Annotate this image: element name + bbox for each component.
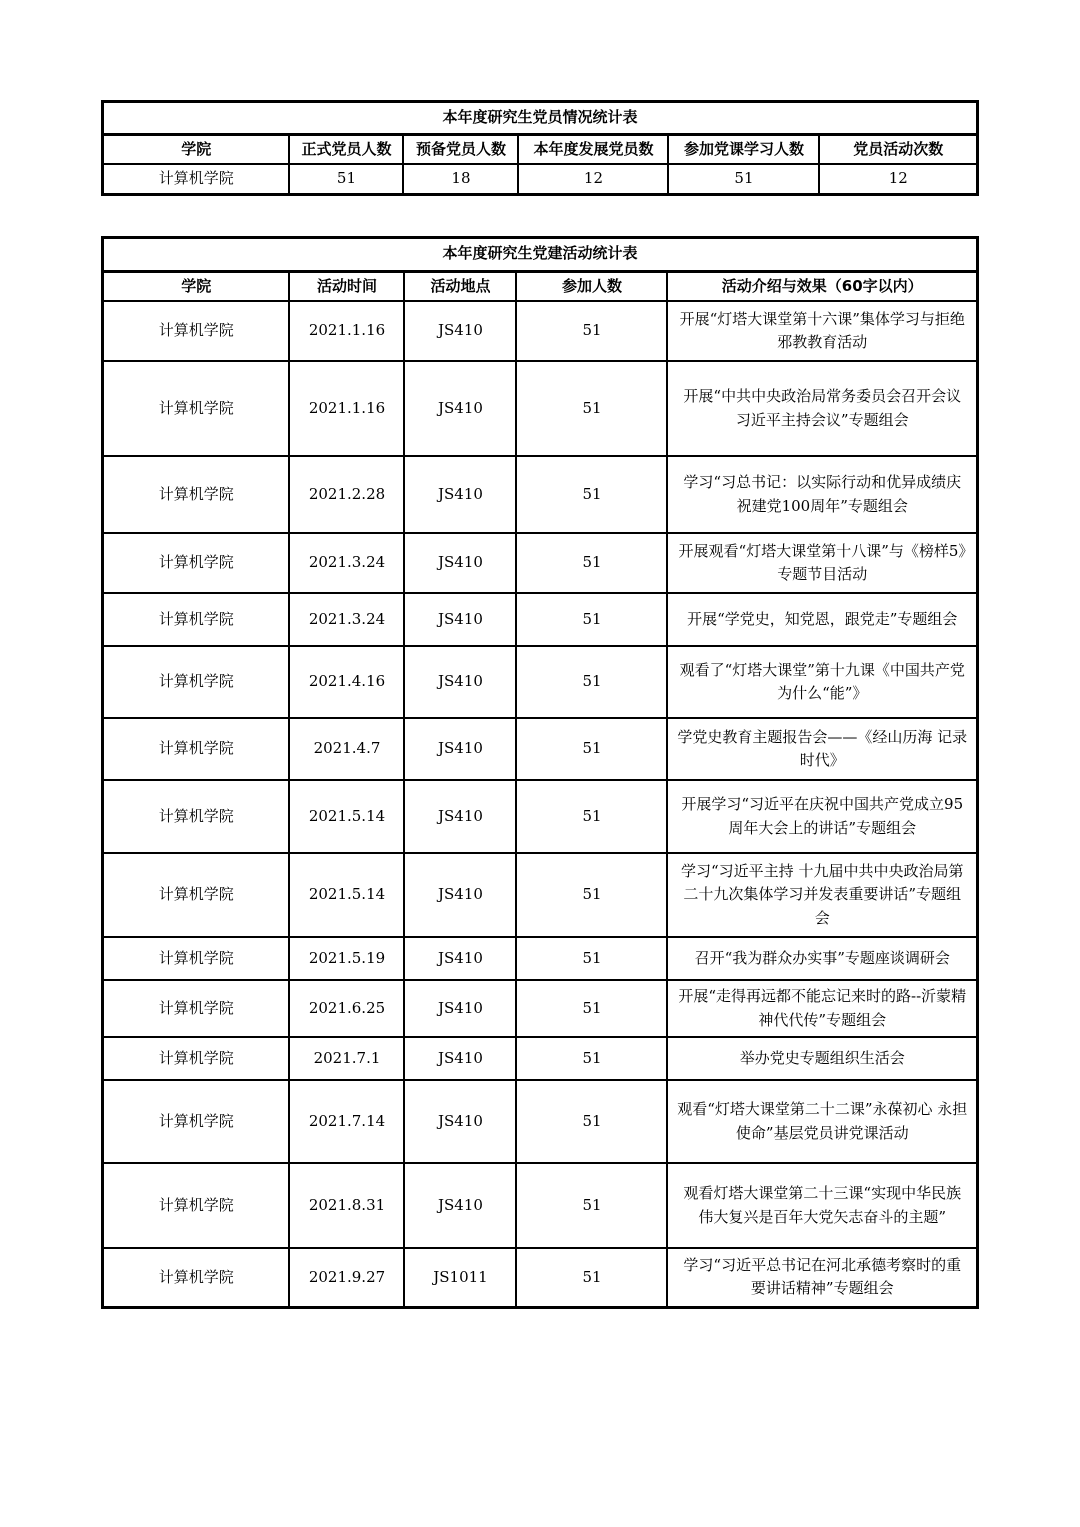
cell-date: 2021.3.24 bbox=[289, 593, 404, 646]
cell-college: 计算机学院 bbox=[102, 1248, 289, 1307]
activity-row bbox=[102, 646, 977, 718]
cell-location: JS410 bbox=[404, 718, 516, 780]
members-table-header-row bbox=[102, 135, 977, 165]
members-statistics-table bbox=[101, 100, 979, 196]
header-college: 学院 bbox=[102, 271, 289, 301]
cell-date: 2021.5.19 bbox=[289, 937, 404, 980]
activity-row bbox=[102, 1037, 977, 1080]
cell-participants: 51 bbox=[516, 937, 667, 980]
cell-date: 2021.4.7 bbox=[289, 718, 404, 780]
header-activity-count: 党员活动次数 bbox=[819, 135, 977, 165]
activities-statistics-table bbox=[101, 236, 979, 1309]
cell-college: 计算机学院 bbox=[102, 593, 289, 646]
activity-row bbox=[102, 1080, 977, 1163]
cell-college: 计算机学院 bbox=[102, 980, 289, 1037]
activity-row bbox=[102, 1248, 977, 1307]
cell-participants: 51 bbox=[516, 533, 667, 593]
cell-activity-count: 12 bbox=[819, 164, 977, 194]
cell-location: JS410 bbox=[404, 361, 516, 456]
cell-location: JS410 bbox=[404, 1037, 516, 1080]
activity-row bbox=[102, 593, 977, 646]
cell-college: 计算机学院 bbox=[102, 1080, 289, 1163]
cell-description: 观看灯塔大课堂第二十三课“实现中华民族伟大复兴是百年大党矢志奋斗的主题” bbox=[667, 1163, 977, 1248]
cell-date: 2021.3.24 bbox=[289, 533, 404, 593]
cell-date: 2021.9.27 bbox=[289, 1248, 404, 1307]
cell-description: 学习“习近平主持 十九届中共中央政治局第二十九次集体学习并发表重要讲话”专题组会 bbox=[667, 853, 977, 937]
activity-row bbox=[102, 937, 977, 980]
cell-description: 学党史教育主题报告会——《经山历海 记录时代》 bbox=[667, 718, 977, 780]
activities-table-title: 本年度研究生党建活动统计表 bbox=[102, 237, 977, 271]
cell-college: 计算机学院 bbox=[102, 853, 289, 937]
cell-date: 2021.6.25 bbox=[289, 980, 404, 1037]
header-developed-this-year: 本年度发展党员数 bbox=[518, 135, 668, 165]
cell-formal-members: 51 bbox=[289, 164, 403, 194]
cell-description: 开展“学党史，知党恩，跟党走”专题组会 bbox=[667, 593, 977, 646]
activities-table-header-row bbox=[102, 271, 977, 301]
cell-college: 计算机学院 bbox=[102, 1163, 289, 1248]
cell-location: JS410 bbox=[404, 533, 516, 593]
cell-participants: 51 bbox=[516, 646, 667, 718]
activity-row bbox=[102, 718, 977, 780]
cell-college: 计算机学院 bbox=[102, 1037, 289, 1080]
cell-date: 2021.5.14 bbox=[289, 853, 404, 937]
activity-row bbox=[102, 456, 977, 533]
cell-location: JS410 bbox=[404, 1080, 516, 1163]
activities-table-title-row bbox=[102, 237, 977, 271]
cell-date: 2021.8.31 bbox=[289, 1163, 404, 1248]
cell-participants: 51 bbox=[516, 1163, 667, 1248]
cell-description: 举办党史专题组织生活会 bbox=[667, 1037, 977, 1080]
members-table-title: 本年度研究生党员情况统计表 bbox=[102, 102, 977, 135]
cell-date: 2021.4.16 bbox=[289, 646, 404, 718]
cell-date: 2021.2.28 bbox=[289, 456, 404, 533]
cell-probationary-members: 18 bbox=[403, 164, 518, 194]
cell-date: 2021.7.1 bbox=[289, 1037, 404, 1080]
header-college: 学院 bbox=[102, 135, 289, 165]
activity-row bbox=[102, 1163, 977, 1248]
cell-participants: 51 bbox=[516, 301, 667, 361]
cell-participants: 51 bbox=[516, 1080, 667, 1163]
cell-participants: 51 bbox=[516, 980, 667, 1037]
cell-participants: 51 bbox=[516, 1037, 667, 1080]
cell-date: 2021.1.16 bbox=[289, 301, 404, 361]
cell-description: 观看“灯塔大课堂第二十二课”永葆初心 永担使命”基层党员讲党课活动 bbox=[667, 1080, 977, 1163]
cell-date: 2021.5.14 bbox=[289, 780, 404, 853]
cell-college: 计算机学院 bbox=[102, 646, 289, 718]
activity-row bbox=[102, 853, 977, 937]
cell-participants: 51 bbox=[516, 361, 667, 456]
cell-participants: 51 bbox=[516, 456, 667, 533]
cell-description: 开展观看“灯塔大课堂第十八课”与《榜样5》专题节目活动 bbox=[667, 533, 977, 593]
members-table-title-row bbox=[102, 102, 977, 135]
cell-description: 学习“习近平总书记在河北承德考察时的重要讲话精神”专题组会 bbox=[667, 1248, 977, 1307]
cell-participants: 51 bbox=[516, 593, 667, 646]
activity-row bbox=[102, 533, 977, 593]
cell-participants: 51 bbox=[516, 853, 667, 937]
cell-location: JS1011 bbox=[404, 1248, 516, 1307]
cell-location: JS410 bbox=[404, 853, 516, 937]
cell-location: JS410 bbox=[404, 1163, 516, 1248]
cell-location: JS410 bbox=[404, 937, 516, 980]
header-activity-location: 活动地点 bbox=[404, 271, 516, 301]
header-probationary-members: 预备党员人数 bbox=[403, 135, 518, 165]
cell-college: 计算机学院 bbox=[102, 456, 289, 533]
cell-developed-this-year: 12 bbox=[518, 164, 668, 194]
cell-college: 计算机学院 bbox=[102, 937, 289, 980]
cell-class-participants: 51 bbox=[668, 164, 819, 194]
cell-participants: 51 bbox=[516, 780, 667, 853]
cell-college: 计算机学院 bbox=[102, 164, 289, 194]
header-activity-date: 活动时间 bbox=[289, 271, 404, 301]
header-formal-members: 正式党员人数 bbox=[289, 135, 403, 165]
activity-row bbox=[102, 980, 977, 1037]
header-description: 活动介绍与效果（60字以内） bbox=[667, 271, 977, 301]
cell-description: 学习“习总书记：以实际行动和优异成绩庆祝建党100周年”专题组会 bbox=[667, 456, 977, 533]
cell-college: 计算机学院 bbox=[102, 533, 289, 593]
cell-participants: 51 bbox=[516, 718, 667, 780]
cell-description: 开展“中共中央政治局常务委员会召开会议 习近平主持会议”专题组会 bbox=[667, 361, 977, 456]
activity-row bbox=[102, 361, 977, 456]
cell-location: JS410 bbox=[404, 301, 516, 361]
cell-description: 观看了“灯塔大课堂”第十九课《中国共产党为什么“能”》 bbox=[667, 646, 977, 718]
cell-description: 开展“走得再远都不能忘记来时的路--沂蒙精神代代传”专题组会 bbox=[667, 980, 977, 1037]
header-participants: 参加人数 bbox=[516, 271, 667, 301]
cell-location: JS410 bbox=[404, 646, 516, 718]
cell-location: JS410 bbox=[404, 780, 516, 853]
cell-description: 召开“我为群众办实事”专题座谈调研会 bbox=[667, 937, 977, 980]
cell-location: JS410 bbox=[404, 593, 516, 646]
header-class-participants: 参加党课学习人数 bbox=[668, 135, 819, 165]
cell-college: 计算机学院 bbox=[102, 301, 289, 361]
cell-date: 2021.7.14 bbox=[289, 1080, 404, 1163]
cell-participants: 51 bbox=[516, 1248, 667, 1307]
activity-row bbox=[102, 780, 977, 853]
activity-row bbox=[102, 301, 977, 361]
cell-description: 开展“灯塔大课堂第十六课”集体学习与拒绝邪教教育活动 bbox=[667, 301, 977, 361]
cell-date: 2021.1.16 bbox=[289, 361, 404, 456]
cell-college: 计算机学院 bbox=[102, 780, 289, 853]
cell-college: 计算机学院 bbox=[102, 361, 289, 456]
cell-college: 计算机学院 bbox=[102, 718, 289, 780]
cell-location: JS410 bbox=[404, 980, 516, 1037]
cell-description: 开展学习“习近平在庆祝中国共产党成立95周年大会上的讲话”专题组会 bbox=[667, 780, 977, 853]
members-table-data-row bbox=[102, 164, 977, 194]
cell-location: JS410 bbox=[404, 456, 516, 533]
